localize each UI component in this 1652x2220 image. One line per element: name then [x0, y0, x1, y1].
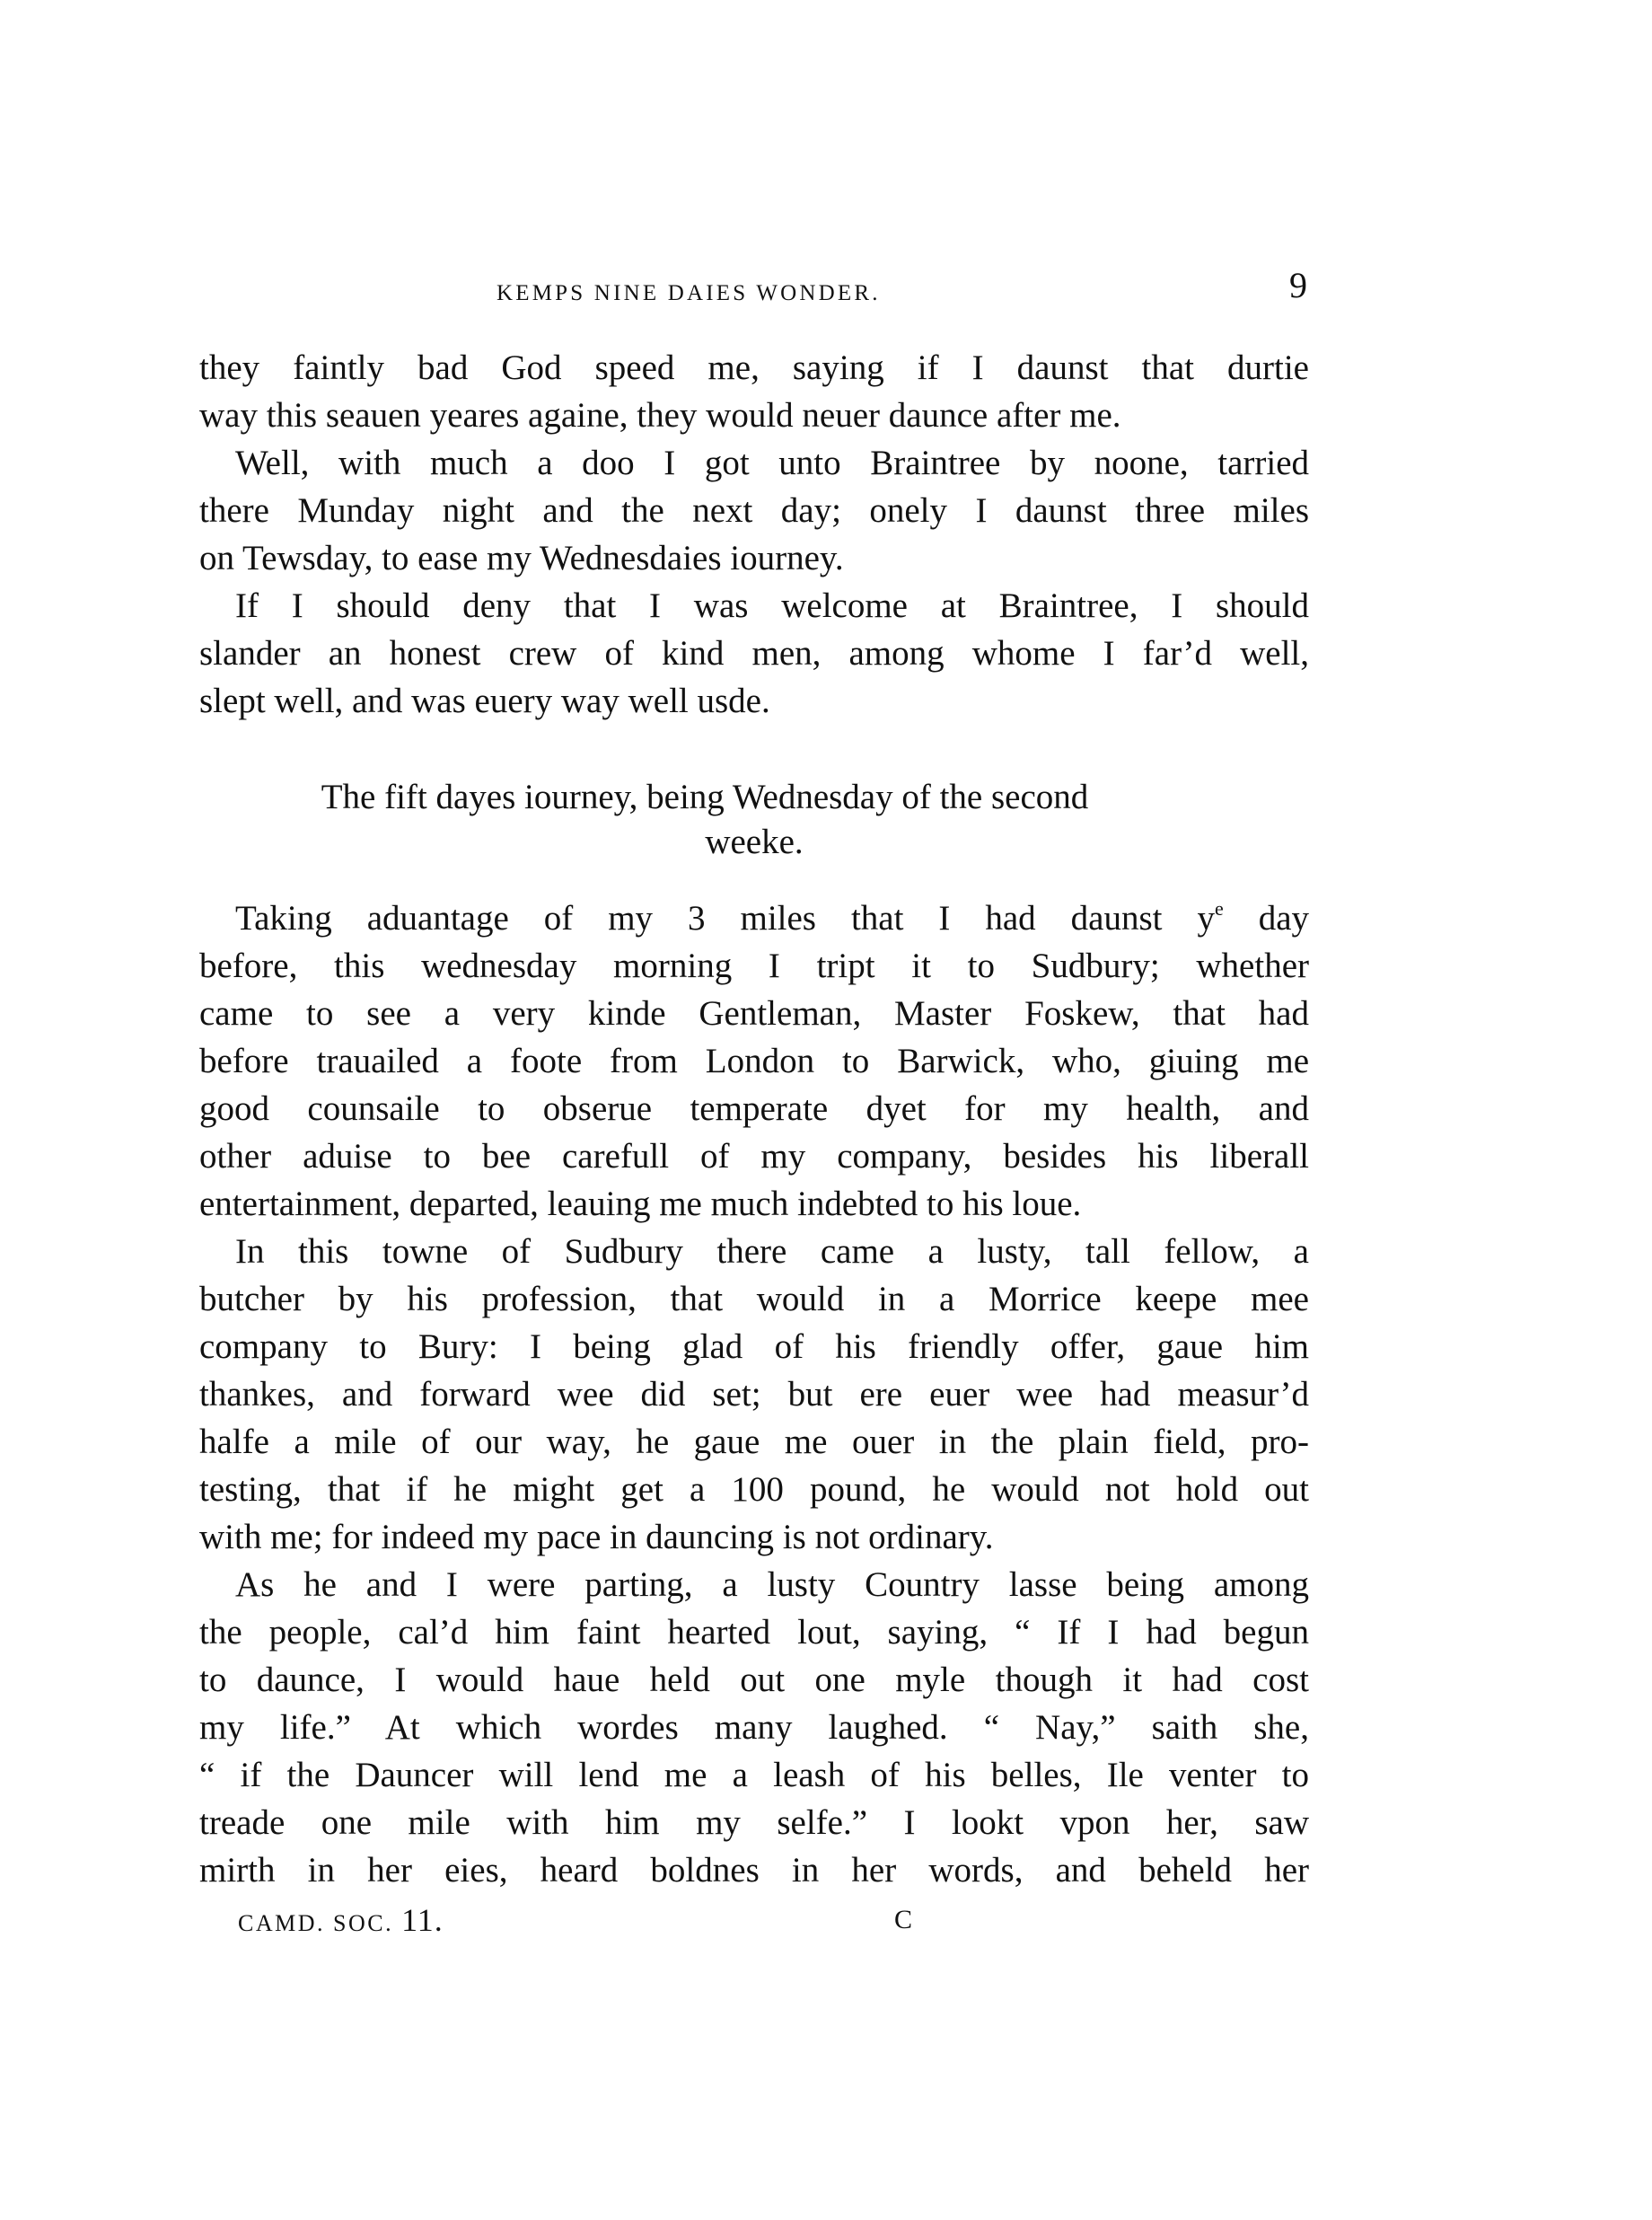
- text-line: [199, 894, 1309, 942]
- text-line: to daunce, I would haue held out one myle though it had cost: [199, 1661, 1309, 1699]
- text-line: they faintly bad God speed me, saying if I daunst that durtie: [199, 348, 1309, 387]
- footer-society: CAMD. SOC.: [238, 1910, 394, 1936]
- page-number: 9: [1289, 265, 1307, 305]
- text-line: halfe a mile of our way, he gaue me ouer in the plain field, pro-: [199, 1423, 1309, 1461]
- text-line: good counsaile to obserue temperate dyet for my health, and: [199, 1089, 1309, 1128]
- text-line: testing, that if he might get a 100 pound, he would not hold out: [199, 1470, 1309, 1509]
- text-line: came to see a very kinde Gentleman, Master Foskew, that had: [199, 994, 1309, 1033]
- footer-society-mark: [238, 1904, 444, 1940]
- text-line: In this towne of Sudbury there came a lusty, tall fellow, a: [235, 1232, 1309, 1271]
- text-line: As he and I were parting, a lusty Country lasse being among: [235, 1565, 1309, 1604]
- text-line: Well, with much a doo I got unto Braintree by noone, tarried: [235, 444, 1309, 482]
- text-line: If I should deny that I was welcome at Braintree, I should: [235, 586, 1309, 625]
- section-heading: [199, 775, 1309, 865]
- body-text-block-2: [199, 894, 1309, 1894]
- section-heading-line: weeke.: [705, 823, 804, 861]
- text-line: butcher by his profession, that would in a Morrice keepe mee: [199, 1280, 1309, 1318]
- text-run: day: [1223, 899, 1309, 938]
- text-line: entertainment, departed, leauing me much indebted to his loue.: [199, 1185, 1082, 1223]
- text-line: before, this wednesday morning I tript it to Sudbury; whether: [199, 947, 1309, 985]
- text-line: treade one mile with him my selfe.” I lookt vpon her, saw: [199, 1803, 1309, 1842]
- text-line: the people, cal’d him faint hearted lout, saying, “ If I had begun: [199, 1613, 1309, 1652]
- text-line: on Tewsday, to ease my Wednesdaies iourney.: [199, 539, 844, 577]
- text-line: there Munday night and the next day; onely I daunst three miles: [199, 491, 1309, 530]
- text-line: other aduise to bee carefull of my company, besides his liberall: [199, 1137, 1309, 1176]
- footer-volume: 11.: [401, 1902, 444, 1938]
- section-heading-line: The fift dayes iourney, being Wednesday of the second: [321, 778, 1089, 816]
- text-line: way this seauen yeares againe, they would neuer daunce after me.: [199, 396, 1121, 435]
- text-line: mirth in her eies, heard boldnes in her words, and beheld her: [199, 1851, 1309, 1890]
- text-line: slept well, and was euery way well usde.: [199, 682, 770, 720]
- printer-signature-mark: C: [894, 1905, 913, 1934]
- body-text-block-1: [199, 344, 1309, 725]
- superscript-e: e: [1214, 897, 1224, 920]
- text-line: thankes, and forward wee did set; but ere euer wee had measur’d: [199, 1375, 1309, 1414]
- text-line: with me; for indeed my pace in dauncing is not ordinary.: [199, 1518, 994, 1556]
- text-line: “ if the Dauncer will lend me a leash of his belles, Ile venter to: [199, 1756, 1309, 1794]
- text-run: Taking aduantage of my 3 miles that I had daunst y: [235, 899, 1215, 938]
- running-title: KEMPS NINE DAIES WONDER.: [496, 281, 881, 305]
- text-line: slander an honest crew of kind men, among whome I far’d well,: [199, 634, 1309, 673]
- text-line: my life.” At which wordes many laughed. “ Nay,” saith she,: [199, 1708, 1309, 1747]
- text-line: company to Bury: I being glad of his friendly offer, gaue him: [199, 1327, 1309, 1366]
- text-line: before trauailed a foote from London to Barwick, who, giuing me: [199, 1042, 1309, 1080]
